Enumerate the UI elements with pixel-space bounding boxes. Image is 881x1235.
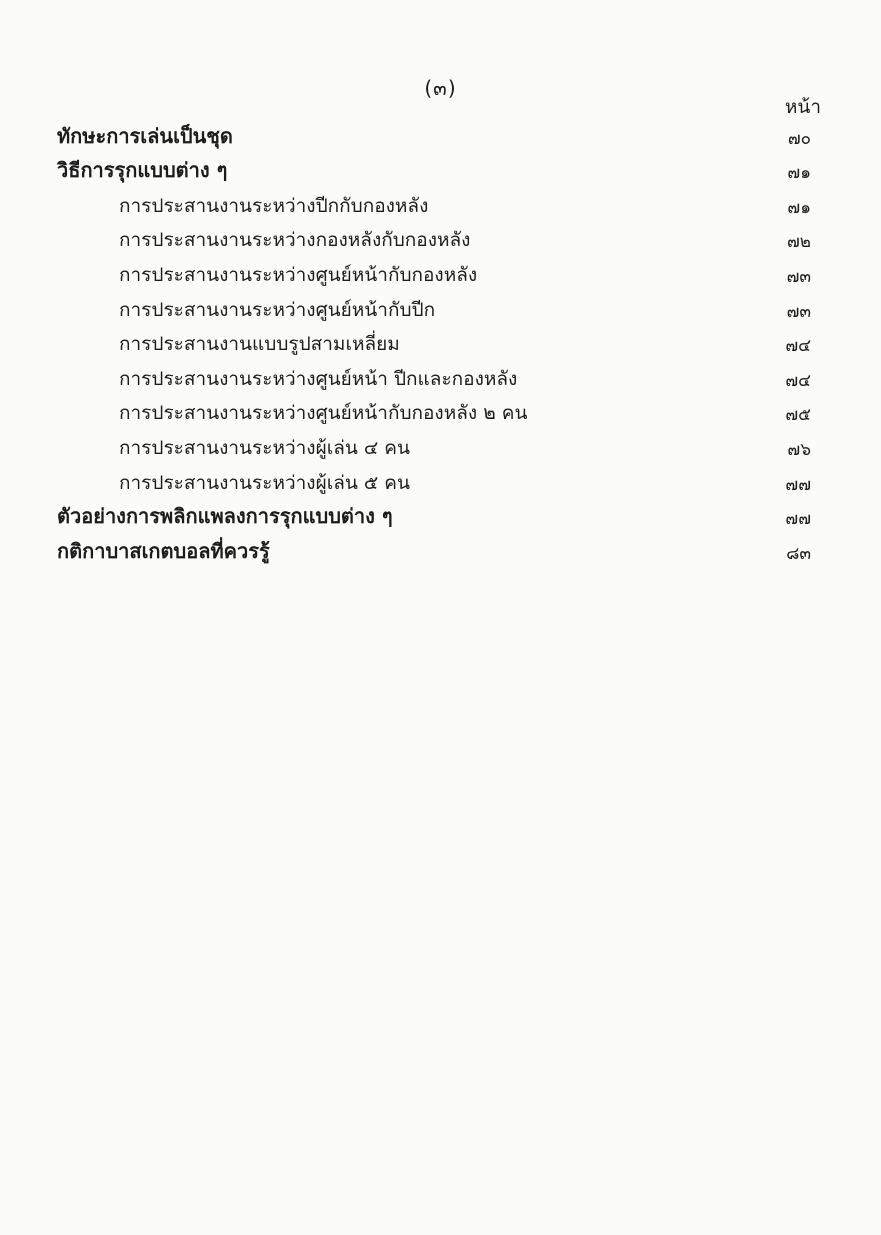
toc-entry	[57, 498, 813, 533]
toc-entry-title: กติกาบาสเกตบอลที่ควรรู้	[57, 538, 270, 563]
toc-entry-page: ๗๕	[785, 405, 811, 426]
toc-entry-page: ๗๒	[787, 232, 811, 253]
toc-entry-page: ๗๐	[787, 128, 811, 149]
toc-entry-page: ๗๓	[786, 266, 811, 287]
toc-entry	[57, 152, 813, 187]
toc-entry	[57, 359, 813, 394]
toc-entry	[57, 255, 813, 290]
toc-entry-title: การประสานงานระหว่างศูนย์หน้ากับกองหลัง	[119, 263, 478, 286]
toc-entry-title: การประสานงานระหว่างปีกกับกองหลัง	[119, 194, 429, 217]
toc-entry-title: การประสานงานระหว่างผู้เล่น ๕ คน	[119, 471, 411, 494]
toc-entry-page: ๗๑	[787, 197, 811, 218]
toc-entry	[57, 325, 813, 360]
toc-entry	[57, 394, 813, 429]
toc-entry	[57, 117, 813, 152]
table-of-contents	[57, 117, 813, 567]
toc-entry-title: การประสานงานระหว่างกองหลังกับกองหลัง	[119, 229, 471, 252]
toc-entry-title: การประสานงานระหว่างศูนย์หน้ากับปีก	[119, 298, 436, 321]
toc-entry-title: วิธีการรุกแบบต่าง ๆ	[57, 158, 228, 183]
toc-entry-page: ๗๔	[785, 336, 811, 357]
toc-entry-page: ๗๔	[785, 370, 811, 391]
toc-entry-title: ทักษะการเล่นเป็นชุด	[57, 123, 233, 148]
toc-entry-page: ๗๗	[785, 474, 811, 495]
toc-entry-page: ๗๖	[787, 439, 811, 460]
toc-entry	[57, 428, 813, 463]
toc-entry	[57, 186, 813, 221]
toc-entry-page: ๘๓	[786, 543, 811, 564]
toc-entry-page: ๗๑	[787, 163, 811, 184]
page-column-header: หน้า	[784, 96, 821, 118]
toc-entry-title: การประสานงานระหว่างผู้เล่น ๔ คน	[119, 436, 411, 459]
toc-entry-page: ๗๗	[785, 509, 811, 530]
toc-entry	[57, 221, 813, 256]
toc-entry-title: การประสานงานระหว่างศูนย์หน้ากับกองหลัง ๒ คน	[119, 402, 528, 425]
toc-entry-page: ๗๓	[786, 301, 811, 322]
toc-entry	[57, 290, 813, 325]
toc-entry	[57, 463, 813, 498]
toc-entry-title: การประสานงานแบบรูปสามเหลี่ยม	[119, 333, 400, 356]
toc-entry	[57, 532, 813, 567]
toc-entry-title: ตัวอย่างการพลิกแพลงการรุกแบบต่าง ๆ	[57, 504, 393, 529]
toc-entry-title: การประสานงานระหว่างศูนย์หน้า ปีกและกองหลัง	[119, 367, 518, 390]
page-number: (๓)	[424, 76, 457, 100]
